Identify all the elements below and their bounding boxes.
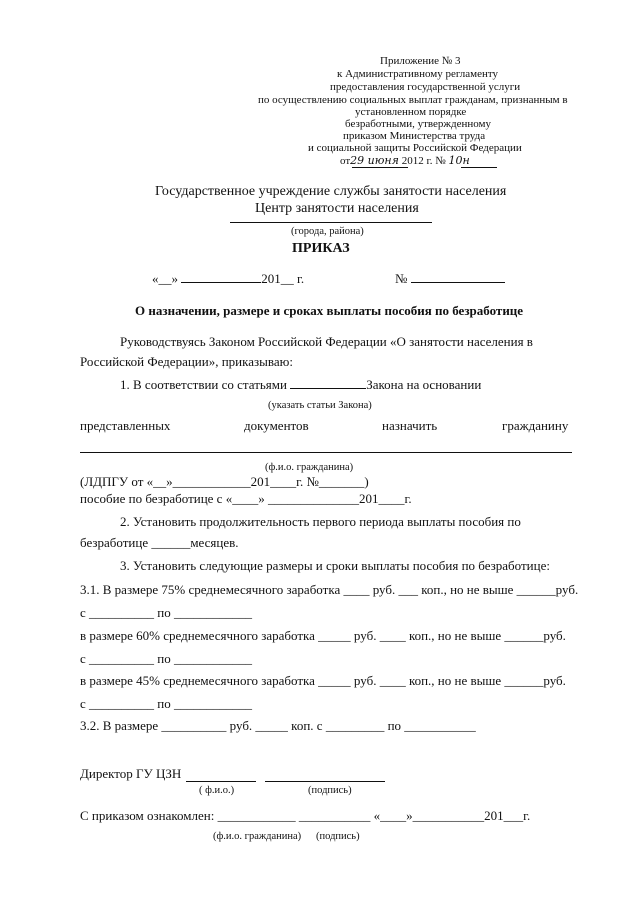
- director-label: Директор ГУ ЦЗН: [80, 766, 182, 781]
- institution-name: Государственное учреждение службы занятости населения: [155, 184, 507, 199]
- rate-75: 3.1. В размере 75% среднемесячного заработка ____ руб. ___ коп., но не выше ______руб.: [80, 582, 579, 597]
- fio-hint: (ф.и.о. гражданина): [265, 462, 354, 473]
- appendix-date: [340, 154, 470, 167]
- rate-75-period: с __________ по ____________: [80, 605, 252, 620]
- appendix-line: приказом Министерства труда: [343, 130, 486, 142]
- ldpgu-line: (ЛДПГУ от «__»____________201____г. №_______): [80, 474, 369, 489]
- word-citizen: гражданину: [502, 418, 569, 433]
- ack-sign-hint: (подпись): [316, 831, 360, 842]
- director-sign-hint: (подпись): [308, 785, 352, 796]
- appendix-line: Приложение № 3: [380, 55, 461, 67]
- appendix-line: по осуществлению социальных выплат гражданам, признанным в: [258, 94, 568, 106]
- appendix-line: и социальной защиты Российской Федерации: [308, 142, 522, 154]
- appendix-line: к Административному регламенту: [337, 68, 499, 80]
- rate-60: в размере 60% среднемесячного заработка _____ руб. ____ коп., но не выше ______руб.: [80, 628, 566, 643]
- date-year: 2012 г. №: [401, 155, 446, 167]
- order-date-year: 201__ г.: [261, 271, 305, 286]
- citizen-name-line: [80, 452, 572, 453]
- rate-45-period: с __________ по ____________: [80, 696, 252, 711]
- handwritten-date: 29 июня: [350, 154, 399, 167]
- city-underline: [230, 222, 432, 223]
- director-fio-hint: ( ф.и.о.): [199, 785, 235, 796]
- director-name-line: [186, 781, 256, 782]
- p1-end: Закона на основании: [366, 377, 482, 392]
- p3-line: 3. Установить следующие размеры и сроки выплаты пособия по безработице:: [120, 558, 550, 573]
- order-date-open: «__»: [152, 271, 182, 286]
- p1-start: 1. В соответствии со статьями: [120, 377, 287, 392]
- order-subject: О назначении, размере и сроках выплаты пособия по безработице: [135, 303, 524, 318]
- p2-line-2: безработице ______месяцев.: [80, 535, 239, 550]
- paragraph-1: [120, 377, 481, 393]
- word-assign: назначить: [382, 418, 438, 433]
- rate-45: в размере 45% среднемесячного заработка _____ руб. ____ коп., но не выше ______руб.: [80, 673, 566, 688]
- city-hint: (города, района): [291, 226, 364, 237]
- rate-60-period: с __________ по ____________: [80, 651, 252, 666]
- ack-fio-hint: (ф.и.о. гражданина): [213, 831, 302, 842]
- number-underline: [461, 167, 497, 168]
- acknowledgement-line: С приказом ознакомлен: ____________ ___________ «____»___________201___г.: [80, 808, 531, 823]
- handwritten-number: 10н: [448, 154, 470, 167]
- p1-hint: (указать статьи Закона): [268, 400, 372, 411]
- intro-line-1: Руководствуясь Законом Российской Федерации «О занятости населения в: [120, 334, 533, 349]
- date-prefix: от: [340, 155, 351, 167]
- appendix-line: предоставления государственной услуги: [330, 81, 521, 93]
- order-date: [152, 271, 304, 287]
- center-name: Центр занятости населения: [255, 201, 419, 216]
- director-sign-line: [265, 781, 385, 782]
- appendix-line: установленном порядке: [355, 106, 467, 118]
- benefit-from-line: пособие по безработице с «____» ______________201____г.: [80, 491, 412, 506]
- appendix-line: безработными, утвержденному: [345, 118, 492, 130]
- p2-line-1: 2. Установить продолжительность первого периода выплаты пособия по: [120, 514, 521, 529]
- order-number-label: №: [395, 271, 408, 286]
- order-title: ПРИКАЗ: [292, 241, 350, 256]
- order-number: [395, 271, 505, 287]
- date-underline: [352, 167, 408, 168]
- intro-line-2: Российской Федерации», приказываю:: [80, 354, 293, 369]
- rate-fixed: 3.2. В размере __________ руб. _____ коп. с _________ по ___________: [80, 718, 476, 733]
- word-documents: документов: [244, 418, 309, 433]
- word-presented: представленных: [80, 418, 171, 433]
